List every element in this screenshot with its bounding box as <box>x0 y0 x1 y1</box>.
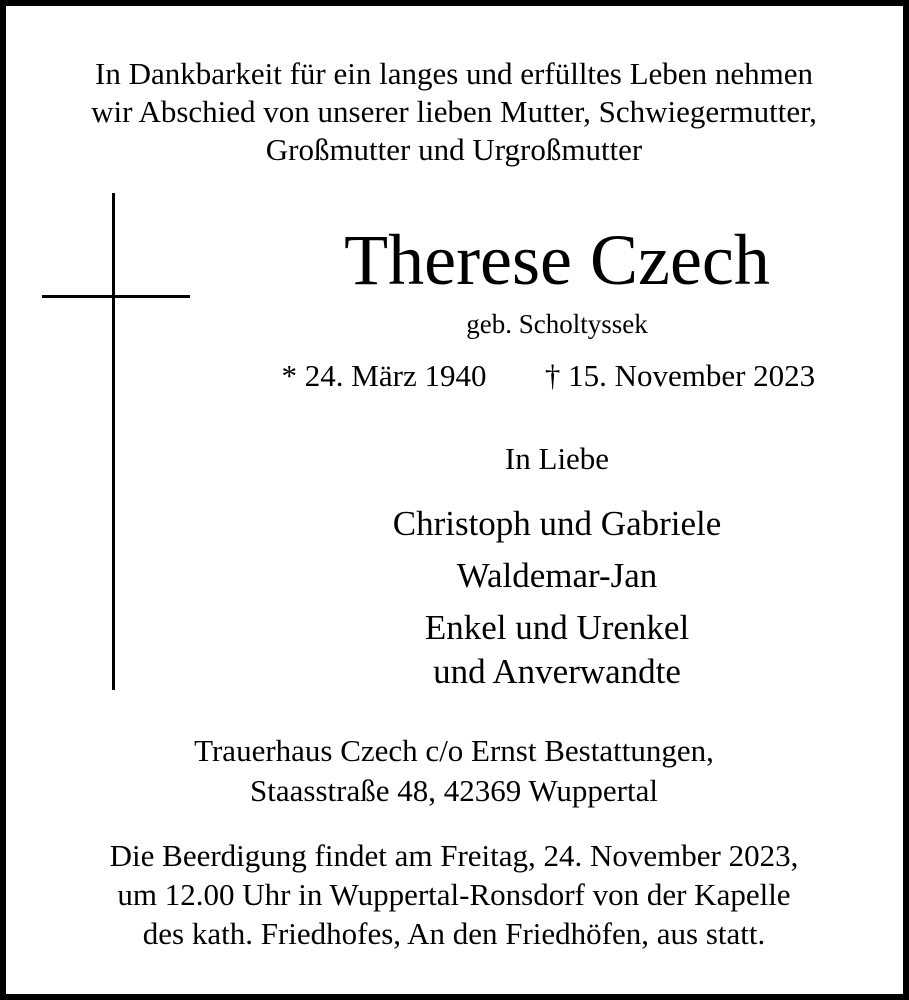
mourner-line: Enkel und Urenkel <box>424 608 690 647</box>
address-line: Trauerhaus Czech c/o Ernst Bestattungen, <box>194 733 714 768</box>
address-line: Staasstraße 48, 42369 Wuppertal <box>250 773 658 808</box>
mourner-line: Waldemar-Jan <box>456 556 658 595</box>
intro-line: Großmutter und Urgroßmutter <box>265 132 643 167</box>
cross-icon-bar <box>42 295 190 298</box>
cross-icon <box>112 193 115 690</box>
intro-line: In Dankbarkeit für ein langes und erfülltes Leben nehmen <box>95 56 813 91</box>
deceased-name: Therese Czech <box>344 220 770 300</box>
funeral-line: Die Beerdigung findet am Freitag, 24. November 2023, <box>109 838 799 873</box>
intro-line: wir Abschied von unserer lieben Mutter, Schwiegermutter, <box>91 94 817 129</box>
mourner-line: und Anverwandte <box>433 652 681 691</box>
mourner-line: Christoph und Gabriele <box>392 504 722 543</box>
funeral-line: um 12.00 Uhr in Wuppertal-Ronsdorf von der Kapelle <box>117 877 791 912</box>
maiden-name: geb. Scholtyssek <box>466 309 648 339</box>
funeral-line: des kath. Friedhofes, An den Friedhöfen, aus statt. <box>142 916 766 951</box>
in-love-label: In Liebe <box>504 441 610 476</box>
death-date: † 15. November 2023 <box>544 358 816 393</box>
birth-date: * 24. März 1940 <box>281 358 487 393</box>
